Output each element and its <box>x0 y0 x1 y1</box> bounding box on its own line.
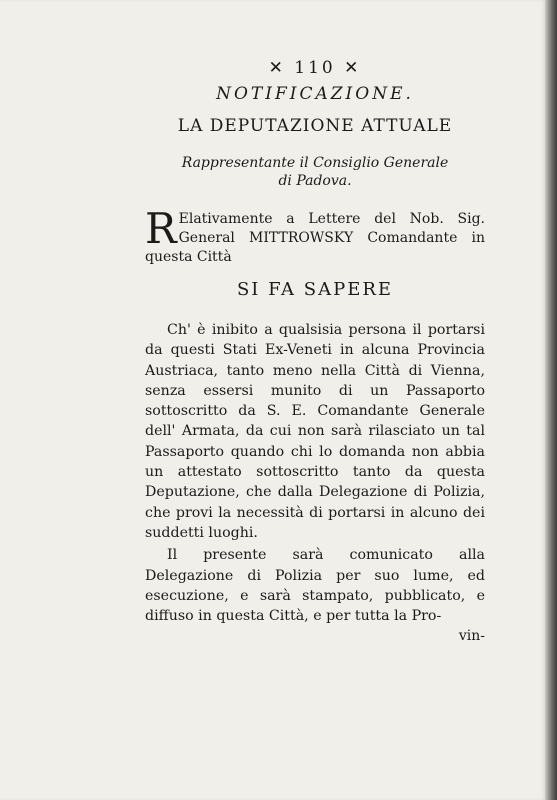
intro-text: Elativamente a Lettere del Nob. Sig. General MITTROWSKY Comandante in questa Città <box>145 211 485 265</box>
body-paragraph-1: Ch' è inibito a qualsisia persona il portarsi da questi Stati Ex-Veneti in alcuna Provincia Austriaca, tanto meno nella Città di Vienna, senza essersi munito di un Passaporto sottoscritto da S. E. Comandante Generale dell' Armata, da cui non sarà rilasciato un tal Passaporto quando chi lo domanda non abbia un attestato sottoscritto tanto da questa Deputazione, che dalla Delegazione di Polizia, che provi la necessità di portarsi in alcuno dei suddetti luoghi. <box>145 322 485 541</box>
subtitle-line-2: di Padova. <box>278 173 352 189</box>
notice-heading: NOTIFICAZIONE. <box>216 84 414 104</box>
authority-subtitle <box>145 154 485 190</box>
body-paragraph-2: Il presente sarà comunicato alla Delegazione di Polizia per suo lume, ed esecuzione, e sarà stampato, pubblicato, e diffuso in questa Città, e per tutta la Pro- <box>145 547 485 625</box>
subtitle-line-1: Rappresentante il Consiglio Generale <box>181 155 449 171</box>
document-content <box>145 58 485 646</box>
page-number: ✕ 110 ✕ <box>268 58 362 78</box>
intro-paragraph <box>145 204 485 267</box>
drop-cap: R <box>145 204 177 253</box>
page-edge <box>545 0 557 800</box>
authority-title: LA DEPUTAZIONE ATTUALE <box>177 116 453 136</box>
announcement-heading: SI FA SAPERE <box>236 279 394 300</box>
catchword: vin- <box>458 628 485 645</box>
